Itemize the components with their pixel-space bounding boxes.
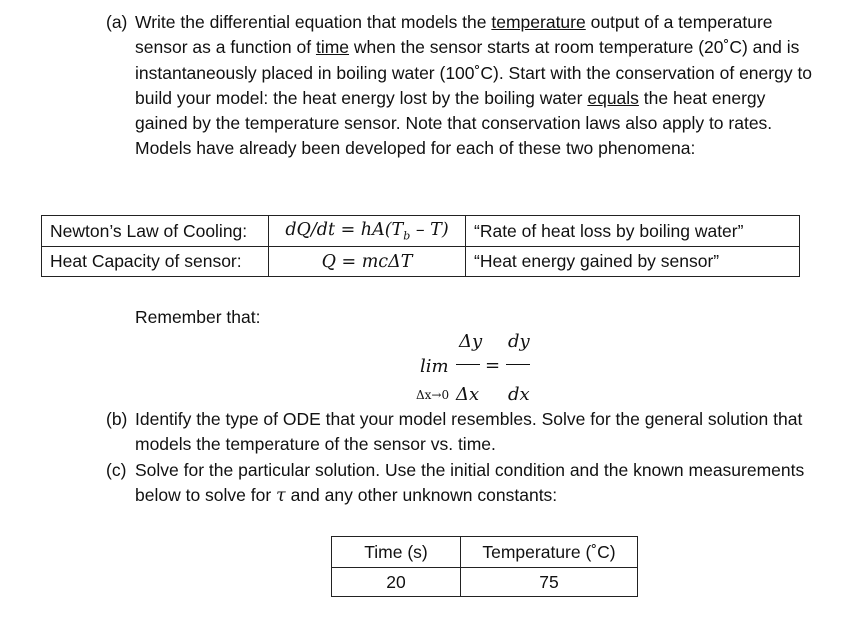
- model-desc-cell: “Rate of heat loss by boiling water”: [466, 216, 800, 247]
- limit-numerator-1: Δy: [459, 331, 483, 352]
- underlined-temperature: temperature: [491, 12, 586, 32]
- part-a-text: Write the differential equation that models the temperature output of a temperature sensor as a function of time when the sensor starts at room temperature (20˚C) and is instantaneously placed in boiling water (100˚C). Start with the conservation of energy to build your model: the heat energy lost by the boiling water equals the heat energy gained by the temperature sensor. Note that conservation laws also apply to rates. Models have already been developed for each of these two phenomena:: [135, 12, 813, 159]
- limit-numerator-2: dy: [508, 331, 530, 352]
- underlined-time: time: [315, 37, 350, 58]
- limit-subscript: Δx→0: [416, 388, 450, 402]
- models-table: [41, 215, 800, 277]
- fraction-bar-1: [456, 364, 480, 365]
- part-b-label: (b): [106, 409, 128, 429]
- cell-time: 20: [332, 568, 461, 597]
- part-a-label: (a): [106, 12, 128, 32]
- limit-denominator-2: dx: [508, 384, 530, 405]
- model-name-cell: Heat Capacity of sensor:: [42, 247, 269, 277]
- part-c-text: Solve for the particular solution. Use the initial condition and the known measurements below to solve for τ and any other unknown constants:: [135, 460, 805, 507]
- limit-denominator-1: Δx: [456, 384, 480, 405]
- limit-equals: =: [485, 355, 501, 376]
- table-row: [332, 568, 638, 597]
- header-time: Time (s): [332, 537, 461, 568]
- header-temperature: Temperature (˚C): [461, 537, 638, 568]
- limit-lim-text: lim: [420, 356, 449, 377]
- remember-text: Remember that:: [135, 307, 261, 327]
- fraction-bar-2: [506, 364, 530, 365]
- model-desc-cell: “Heat energy gained by sensor”: [466, 247, 800, 277]
- tau-symbol: τ: [276, 486, 286, 507]
- part-b-text: Identify the type of ODE that your model resembles. Solve for the general solution that models the temperature of the sensor vs. time.: [135, 409, 803, 455]
- model-equation-cell: Q = mcΔT: [269, 247, 466, 277]
- part-c-label: (c): [106, 460, 127, 480]
- table-row: [42, 247, 800, 277]
- cell-temperature: 75: [461, 568, 638, 597]
- model-equation-cell: $dQ/dt = hA(T_b - T)$: [269, 216, 466, 247]
- table-header-row: [332, 537, 638, 568]
- measurements-table: [331, 536, 638, 597]
- table-row: [42, 216, 800, 247]
- underlined-equals: equals: [587, 87, 639, 108]
- model-name-cell: Newton’s Law of Cooling:: [42, 216, 269, 247]
